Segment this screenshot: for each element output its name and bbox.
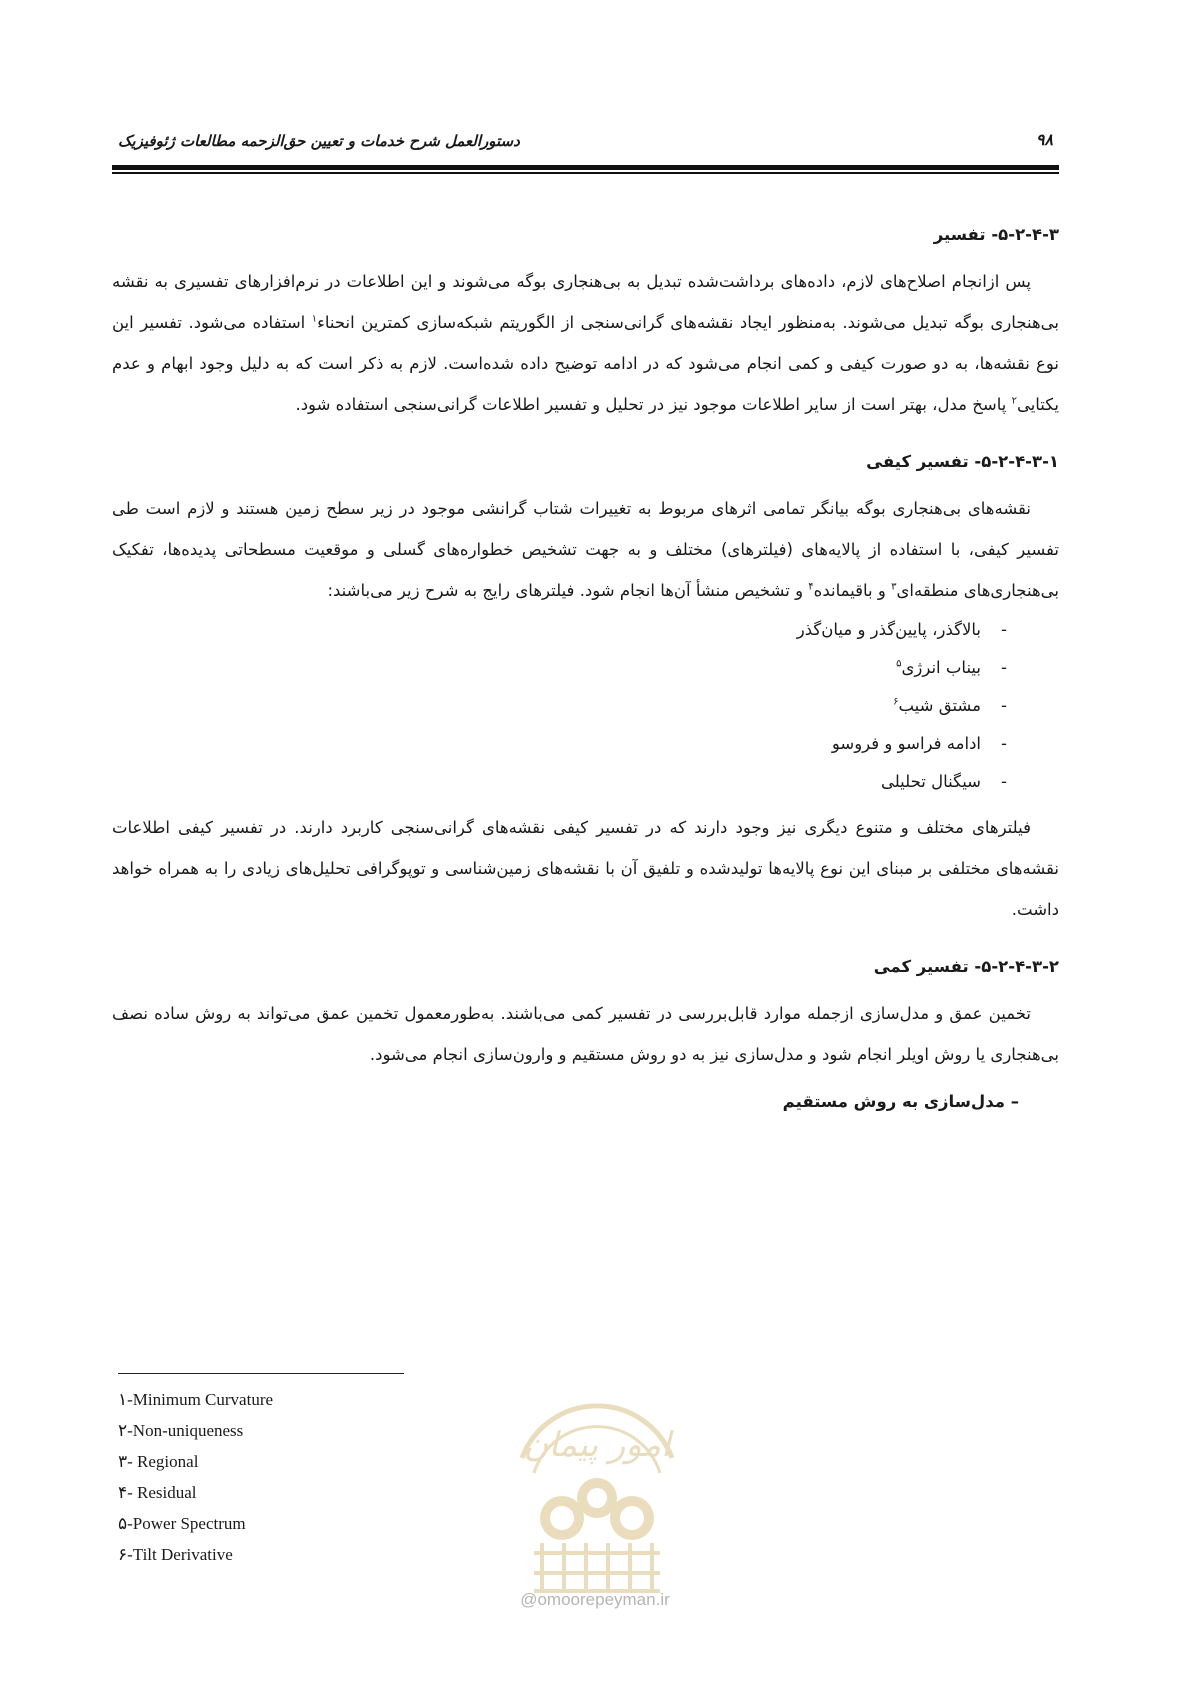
header-rule-thick <box>112 165 1059 170</box>
watermark-site: @omoorepeyman.ir <box>520 1590 670 1609</box>
page-number: ۹۸ <box>1035 130 1053 149</box>
main-content <box>112 214 1059 1122</box>
header-title: دستورالعمل شرح خدمات و تعیین حق‌الزحمه مطالعات ژئوفیزیک <box>118 132 520 150</box>
watermark-logo-icon <box>482 1378 712 1608</box>
list-item: -بیناب انرژی$^۵$ <box>896 658 1007 677</box>
running-header <box>118 128 1053 156</box>
section-heading-interpretation: ۵-۲-۴-۳- تفسیر <box>933 225 1059 244</box>
footnote-ref-3: ۳ <box>891 581 897 593</box>
footnote-ref-1: ۱ <box>311 313 318 325</box>
list-item: -سیگنال تحلیلی <box>880 772 1007 791</box>
section-heading-quantitative: ۵-۲-۴-۳-۲- تفسیر کمی <box>873 957 1059 976</box>
footnote: ۵-Power Spectrum <box>118 1514 246 1533</box>
list-item: -بالاگذر، پایین‌گذر و میان‌گذر <box>796 620 1007 639</box>
footnote: ۳- Regional <box>118 1452 199 1471</box>
list-item: -ادامه فراسو و فروسو <box>831 734 1007 753</box>
footnote-ref-5: ۵ <box>896 658 902 670</box>
filter-list <box>112 611 1059 801</box>
footnote: ۱-Minimum Curvature <box>118 1390 274 1409</box>
paragraph-qualitative-2: فیلترهای مختلف و متنوع دیگری نیز وجود دارند که در تفسیر کیفی نقشه‌های گرانی‌سنجی کاربرد دارند. در تفسیر کیفی اطلاعات نقشه‌های مختلفی بر مبنای این نوع پالایه‌ها تولیدشده و تلفیق آن با نقشه‌های زمین‌شناسی و توپوگرافی تحلیل‌های زیادی را به همراه خواهد داشت. <box>112 818 1059 919</box>
footnote: ۴- Residual <box>118 1483 197 1502</box>
footnote-ref-2: ۲ <box>1011 395 1017 407</box>
footnote-ref-6: ۶ <box>893 696 899 708</box>
footnote-divider <box>118 1373 404 1374</box>
footnotes <box>118 1384 273 1570</box>
sub-item-direct-modeling: – مدل‌سازی به روش مستقیم <box>782 1092 1019 1111</box>
footnote: ۶-Tilt Derivative <box>118 1545 233 1564</box>
paragraph-interpretation: پس ازانجام اصلاح‌های لازم، داده‌های برداشت‌شده تبدیل به بی‌هنجاری بوگه می‌شوند و این اطلاعات در نرم‌افزارهای تفسیری به نقشه بی‌هنجاری بوگه تبدیل می‌شوند. به‌منظور ایجاد نقشه‌های گرانی‌سنجی از الگوریتم شبکه‌سازی کمترین انحناء$^۱$ استفاده می‌شود. تفسیر این نوع نقشه‌ها، به دو صورت کیفی و کمی انجام می‌شود که در ادامه توضیح داده شده‌است. لازم به ذکر است که به دلیل وجود ابهام و عدم یکتایی$^۲$ پاسخ مدل، بهتر است از سایر اطلاعات موجود نیز در تحلیل و تفسیر اطلاعات گرانی‌سنجی استفاده شود. <box>112 272 1059 414</box>
footnote: ۲-Non-uniqueness <box>118 1421 244 1440</box>
header-rule-thin <box>112 172 1059 174</box>
list-item: -مشتق شیب$^۶$ <box>893 696 1007 715</box>
watermark-logo-text: امور پیمان <box>523 1425 671 1465</box>
section-heading-qualitative: ۵-۲-۴-۳-۱- تفسیر کیفی <box>866 452 1059 471</box>
paragraph-qualitative: نقشه‌های بی‌هنجاری بوگه بیانگر تمامی اثرهای مربوط به تغییرات شتاب گرانشی موجود در زیر سطح زمین هستند و لازم است طی تفسیر کیفی، با استفاده از پالایه‌های (فیلترهای) مختلف و به جهت تشخیص خطواره‌های گسلی و موقعیت مسطحاتی پدیده‌ها، تفکیک بی‌هنجاری‌های منطقه‌ای$^۳$ و باقیمانده$^۴$ و تشخیص منشأ آن‌ها انجام شود. فیلترهای رایج به شرح زیر می‌باشند: <box>112 499 1059 600</box>
footnote-ref-4: ۴ <box>808 581 814 593</box>
paragraph-quantitative: تخمین عمق و مدل‌سازی ازجمله موارد قابل‌بررسی در تفسیر کمی می‌باشند. به‌طورمعمول تخمین عمق می‌تواند به روش ساده نصف بی‌هنجاری یا روش اویلر انجام شود و مدل‌سازی نیز به دو روش مستقیم و وارون‌سازی انجام می‌شود. <box>112 1004 1059 1064</box>
